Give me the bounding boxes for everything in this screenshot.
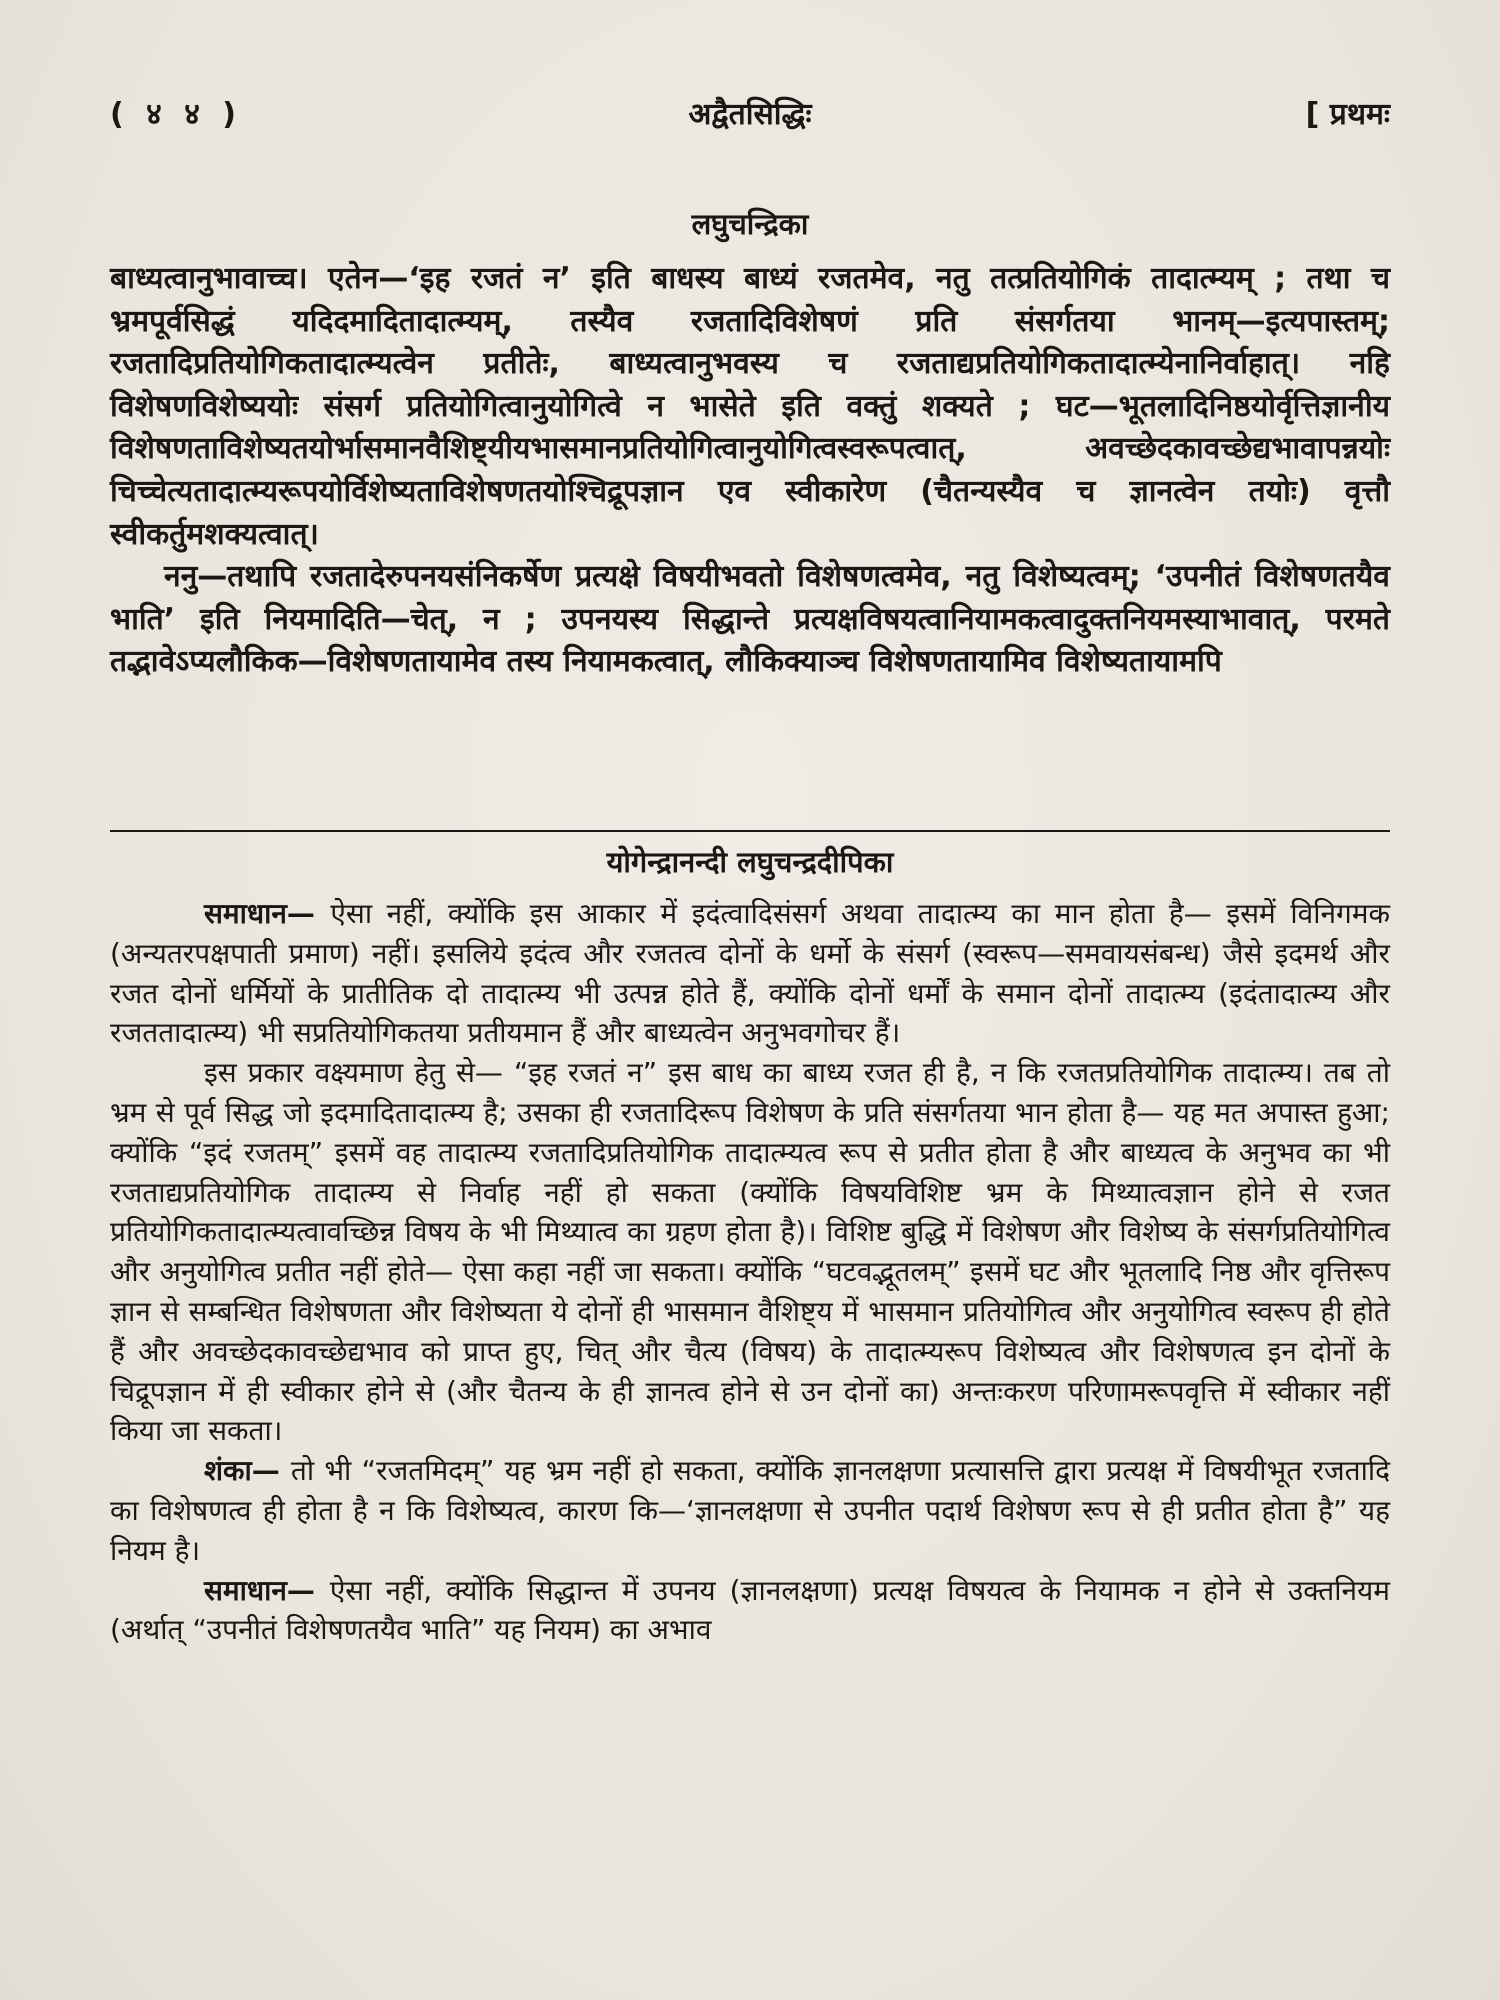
paragraph-lead: शंका— (204, 1454, 291, 1488)
paragraph-text: तो भी “रजतमिदम्” यह भ्रम नहीं हो सकता, क्योंकि ज्ञानलक्षणा प्रत्यासत्ति द्वारा प्रत्यक्ष में विषयीभूत रजतादि का विशेषणत्व ही होता है न कि विशेष्यत्व, कारण कि—‘ज्ञानलक्षणा से उपनीत पदार्थ विशेषण रूप से ही प्रतीत होता है” यह नियम है। (110, 1454, 1390, 1567)
section-divider (110, 830, 1390, 832)
sanskrit-paragraph: ननु—तथापि रजतादेरुपनयसंनिकर्षेण प्रत्यक्षे विषयीभवतो विशेषणत्वमेव, नतु विशेष्यत्वम्; ‘उपनीतं विशेषणतयैव भाति’ इति नियमादिति—चेत्, न ; उपनयस्य सिद्धान्ते प्रत्यक्षविषयत्वानियामकत्वादुक्तनियमस्याभावात्, परमते तद्भावेऽप्यलौकिक—विशेषणतायामेव तस्य नियामकत्वात्, लौकिक्याञ्च विशेषणतायामिव विशेष्यतायामपि (110, 559, 1390, 680)
commentary-heading: लघुचन्द्रिका (691, 207, 809, 241)
translation-paragraph (110, 1053, 1390, 1451)
translation-heading: योगेन्द्रानन्दी लघुचन्द्रदीपिका (606, 845, 894, 879)
paragraph-lead: समाधान— (204, 1573, 330, 1607)
chapter-marker: [ प्रथमः (1305, 97, 1390, 132)
paragraph-lead: समाधान— (204, 897, 331, 930)
translation-paragraph (110, 894, 1390, 1053)
paragraph-text: इस प्रकार वक्ष्यमाण हेतु से— “इह रजतं न” इस बाध का बाध्य रजत ही है, न कि रजतप्रतियोगिक तादात्म्य। तब तो भ्रम से पूर्व सिद्ध जो इदमादितादात्म्य है; उसका ही रजतादिरूप विशेषण के प्रति संसर्गतया भान होता है— यह मत अपास्त हुआ; क्योंकि “इदं रजतम्” इसमें वह तादात्म्य रजतादिप्रतियोगिक तादात्म्यत्व रूप से प्रतीत होता है और बाध्यत्व के अनुभव का भी रजताद्यप्रतियोगिक तादात्म्य से निर्वाह नहीं हो सकता (क्योंकि विषयविशिष्ट भ्रम के मिथ्यात्वज्ञान होने से रजत प्रतियोगिकतादात्म्यत्वावच्छिन्न विषय के भी मिथ्यात्व का ग्रहण होता है)। विशिष्ट बुद्धि में विशेषण और विशेष्य के संसर्गप्रतियोगित्व और अनुयोगित्व प्रतीत नहीं होते— ऐसा कहा नहीं जा सकता। क्योंकि “घटवद्भूतलम्” इसमें घट और भूतलादि निष्ठ और वृत्तिरूप ज्ञान से सम्बन्धित विशेषणता और विशेष्यता ये दोनों ही भासमान वैशिष्ट्य में भासमान प्रतियोगित्व और अनुयोगित्व स्वरूप ही होते हैं और अवच्छेदकावच्छेद्यभाव को प्राप्त हुए, चित् और चैत्य (विषय) के तादात्म्यरूप विशेष्यत्व और विशेषणत्व इन दोनों के चिद्रूपज्ञान में ही स्वीकार होने से (और चैतन्य के ही ज्ञानत्व होने से उन दोनों का) अन्तःकरण परिणामरूपवृत्ति में स्वीकार नहीं किया जा सकता। (110, 1056, 1390, 1448)
page-number: ( ४ ४ ) (110, 97, 242, 132)
paragraph-text: ऐसा नहीं, क्योंकि सिद्धान्त में उपनय (ज्ञानलक्षणा) प्रत्यक्ष विषयत्व के नियामक न होने से उक्तनियम (अर्थात् “उपनीतं विशेषणतयैव भाति” यह नियम) का अभाव (110, 1573, 1390, 1647)
sanskrit-paragraph: बाध्यत्वानुभावाच्च। एतेन—‘इह रजतं न’ इति बाधस्य बाध्यं रजतमेव, नतु तत्प्रतियोगिकं तादात्म्यम् ; तथा च भ्रमपूर्वसिद्धं यदिदमादितादात्म्यम्, तस्यैव रजतादिविशेषणं प्रति संसर्गतया भानम्—इत्यपास्तम्; रजतादिप्रतियोगिकतादात्म्यत्वेन प्रतीतेः, बाध्यत्वानुभवस्य च रजताद्यप्रतियोगिकतादात्म्येनानिर्वाहात्। नहि विशेषणविशेष्ययोः संसर्ग प्रतियोगित्वानुयोगित्वे न भासेते इति वक्तुं शक्यते ; घट—भूतलादिनिष्ठयोर्वृत्तिज्ञानीय विशेषणताविशेष्यतयोर्भासमानवैशिष्ट्यीयभासमानप्रतियोगित्वानुयोगित्वस्वरूपत्वात्, अवच्छेदकावच्छेद्यभावापन्नयोः चिच्चेत्यतादात्म्यरूपयोर्विशेष्यताविशेषणतयोश्चिद्रूपज्ञान एव स्वीकारेण (चैतन्यस्यैव च ज्ञानत्वेन तयोः) वृत्तौ स्वीकर्तुमशक्यत्वात्। (110, 261, 1390, 552)
hindi-translation (110, 894, 1390, 1650)
translation-paragraph (110, 1571, 1390, 1651)
page-header (110, 92, 1390, 136)
paragraph-text: ऐसा नहीं, क्योंकि इस आकार में इदंत्वादिसंसर्ग अथवा तादात्म्य का मान होता है— इसमें विनिगमक (अन्यतरपक्षपाती प्रमाण) नहीं। इसलिये इदंत्व और रजतत्व दोनों के धर्मो के संसर्ग (स्वरूप—समवायसंबन्ध) जैसे इदमर्थ और रजत दोनों धर्मियों के प्रातीतिक दो तादात्म्य भी उत्पन्न होते हैं, क्योंकि दोनों धर्मों के समान दोनों तादात्म्य (इदंतादात्म्य और रजततादात्म्य) भी सप्रतियोगिकतया प्रतीयमान हैं और बाध्यत्वेन अनुभवगोचर हैं। (110, 897, 1390, 1050)
translation-paragraph (110, 1451, 1390, 1570)
sanskrit-commentary (110, 258, 1390, 684)
book-title: अद्वैतसिद्धिः (688, 97, 812, 132)
